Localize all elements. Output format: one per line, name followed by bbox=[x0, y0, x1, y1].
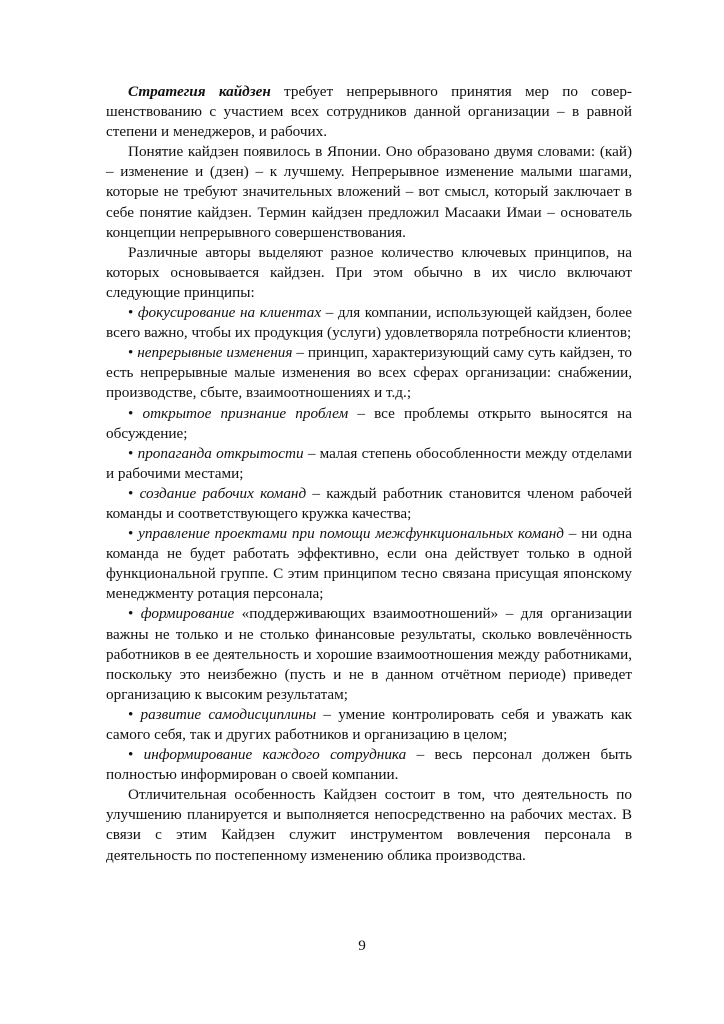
page-body bbox=[106, 82, 632, 866]
principle-item bbox=[106, 705, 632, 745]
principle-item bbox=[106, 444, 632, 484]
principle-text: – малая степень обособленности между отделами и рабочими местами; bbox=[106, 444, 632, 482]
principle-text: – каждый работник становится членом рабочей команды и соответствующего кружка качества; bbox=[106, 484, 633, 522]
bullet-icon: • bbox=[128, 525, 134, 543]
principle-term: информирование каждого сотрудника bbox=[143, 746, 407, 764]
page-number: 9 bbox=[358, 937, 366, 954]
principle-text: – ни одна команда не будет работать эффективно, если она действует только в одной функциональной группе. С этим принципом тесно связана присущая японскому менеджменту ротация персонала; bbox=[106, 525, 633, 603]
paragraph-closing: Отличительная особенность Кайдзен состоит в том, что деятельность по улучшению планируется и выполняется непосредственно на рабочих местах. В связи с этим Кайдзен служит инструментом вовлечения персонала в деятельность по постепенному изменению облика производства. bbox=[106, 786, 632, 864]
principle-item bbox=[106, 745, 632, 785]
principle-item bbox=[106, 604, 632, 704]
principle-term: формирование bbox=[140, 605, 235, 623]
principle-text: – принцип, характеризующий саму суть кайдзен, то есть непрерывные малые изменения во всех сферах организации: снабжении, производстве, сбыте, взаимоотношениях и т.д.; bbox=[106, 344, 633, 402]
principle-term: управление проектами при помощи межфункциональных команд bbox=[138, 525, 564, 543]
bullet-icon: • bbox=[128, 746, 134, 764]
kaizen-strategy-term: Стратегия кайдзен bbox=[128, 83, 271, 100]
paragraph-text: требует непрерывного принятия мер по совершенствованию с участием всех сотрудников данной организации – в равной степени и менеджеров, и рабочих. bbox=[106, 83, 632, 141]
principle-term: развитие самодисциплины bbox=[140, 705, 317, 723]
principle-term: создание рабочих команд bbox=[139, 484, 307, 502]
principle-term: пропаганда открытости bbox=[137, 444, 304, 462]
principle-item bbox=[106, 343, 632, 403]
bullet-icon: • bbox=[128, 304, 134, 322]
bullet-icon: • bbox=[128, 705, 134, 723]
principle-text: «поддерживающих взаимоотношений» – для организации важны не только и не столько финансовые результаты, сколько вовлечённость работников в ее деятельность и хорошие взаимоотношения между работниками, поскольку это неизбежно (пусть и не в данном отчётном периоде) приведет организацию к высоким результатам; bbox=[106, 605, 632, 703]
principle-term: непрерывные изменения bbox=[137, 344, 293, 362]
bullet-icon: • bbox=[128, 444, 134, 462]
principle-text: – все проблемы открыто выносятся на обсуждение; bbox=[106, 404, 633, 442]
bullet-icon: • bbox=[128, 605, 134, 623]
bullet-icon: • bbox=[128, 484, 134, 502]
paragraph-kaizen-concept: Понятие кайдзен появилось в Японии. Оно образовано двумя словами: (кай) – изменение и (дзен) – к лучшему. Непрерывное изменение малыми шагами, которые не требуют значительных вложений – вот смысл, который заключает в себе понятие кайдзен. Термин кайдзен предложил Масааки Имаи – основатель концепции непрерывного совершенствования. bbox=[106, 143, 632, 241]
principle-text: – для компании, использующей кайдзен, более всего важно, чтобы их продукция (услуги) удовлетворяла потребности клиентов; bbox=[106, 304, 632, 342]
principle-text: – весь персонал должен быть полностью информирован о своей компании. bbox=[106, 746, 633, 784]
principle-item bbox=[106, 303, 632, 343]
principle-item bbox=[106, 524, 632, 604]
principle-item bbox=[106, 484, 632, 524]
bullet-icon: • bbox=[128, 344, 134, 362]
paragraph-kaizen-strategy bbox=[106, 82, 632, 142]
principle-term: фокусирование на клиентах bbox=[137, 304, 322, 322]
bullet-icon: • bbox=[128, 404, 134, 422]
principle-item bbox=[106, 404, 632, 444]
principle-term: открытое признание проблем bbox=[142, 404, 349, 422]
paragraph-principles-intro: Различные авторы выделяют разное количество ключевых принципов, на которых основывается кайдзен. При этом обычно в их число включают следующие принципы: bbox=[106, 243, 632, 301]
principle-text: – умение контролировать себя и уважать как самого себя, так и других работников и организацию в целом; bbox=[106, 705, 633, 743]
